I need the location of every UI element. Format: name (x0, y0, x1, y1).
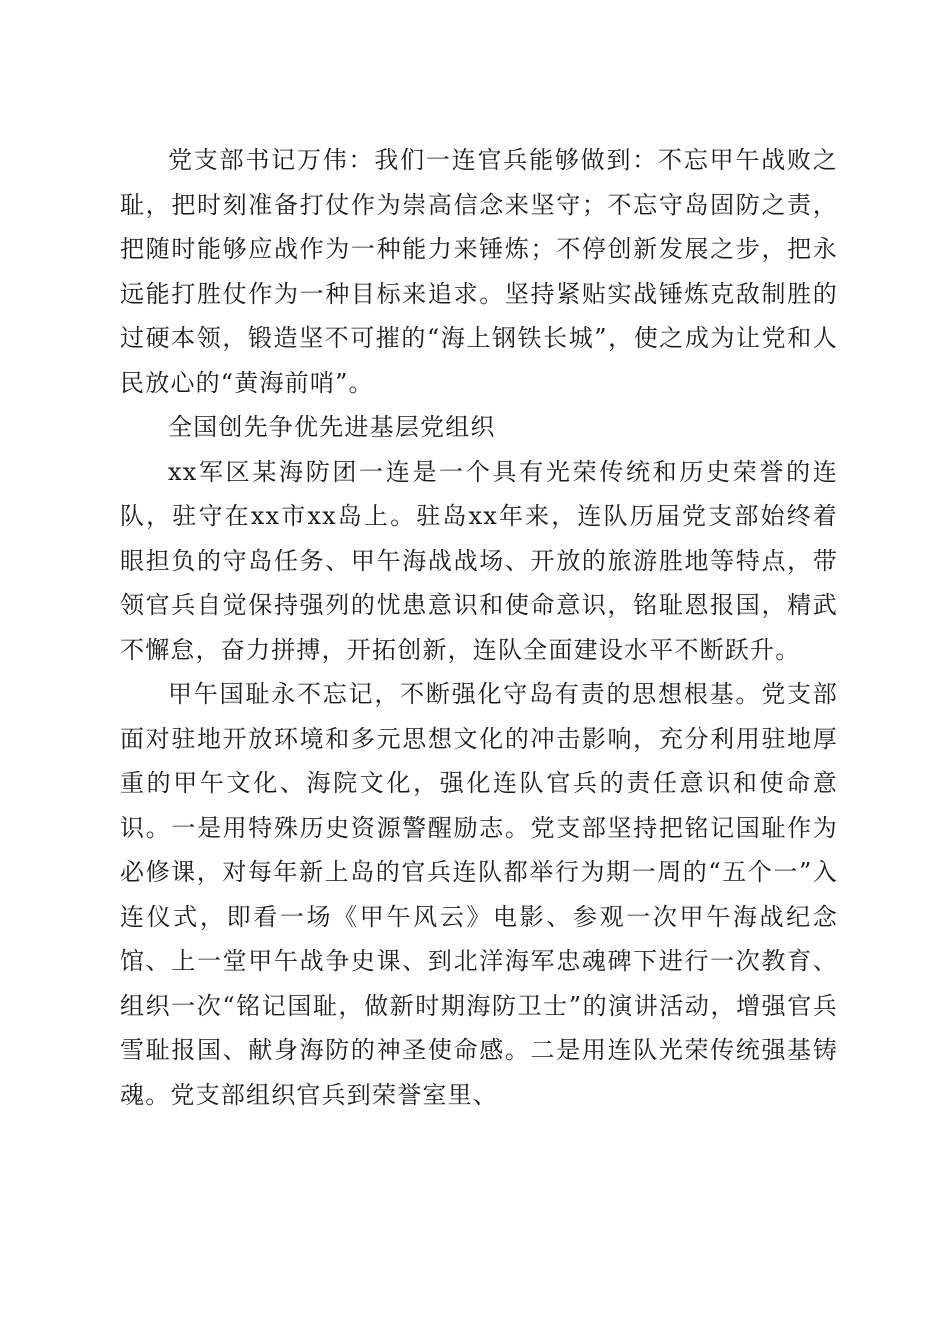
paragraph-company-intro: xx军区某海防团一连是一个具有光荣传统和历史荣誉的连队，驻守在xx市xx岛上。驻岛xx年来，连队历届党支部始终着眼担负的守岛任务、甲午海战战场、开放的旅游胜地等特点，带领官兵自觉保持强列的忧患意识和使命意识，铭耻恩报国，精武不懈怠，奋力拼搏，开拓创新，连队全面建设水平不断跃升。 (120, 457, 838, 664)
paragraph-history-education: 甲午国耻永不忘记，不断强化守岛有责的思想根基。党支部面对驻地开放环境和多元思想文化的冲击影响，充分利用驻地厚重的甲午文化、海院文化，强化连队官兵的责任意识和使命意识。一是用特殊历史资源警醒励志。党支部坚持把铭记国耻作为必修课，对每年新上岛的官兵连队都举行为期一周的“五个一”入连仪式，即看一场《甲午风云》电影、参观一次甲午海战纪念馆、上一堂甲午战争史课、到北洋海军忠魂碑下进行一次教育、组织一次“铭记国耻，做新时期海防卫士”的演讲活动，增强官兵雪耻报国、献身海防的神圣使命感。二是用连队光荣传统强基铸魂。党支部组织官兵到荣誉室里、 (120, 680, 838, 1109)
paragraph-secretary-statement: 党支部书记万伟：我们一连官兵能够做到：不忘甲午战败之耻，把时刻准备打仗作为崇高信念来坚守；不忘守岛固防之责，把随时能够应战作为一种能力来锤炼；不停创新发展之步，把永远能打胜仗作为一种目标来追求。坚持紧贴实战锤炼克敌制胜的过硬本领，锻造坚不可摧的“海上钢铁长城”，使之成为让党和人民放心的“黄海前哨”。 (120, 146, 838, 397)
document-body (120, 138, 838, 1117)
section-heading-award: 全国创先争优先进基层党组织 (168, 413, 496, 441)
